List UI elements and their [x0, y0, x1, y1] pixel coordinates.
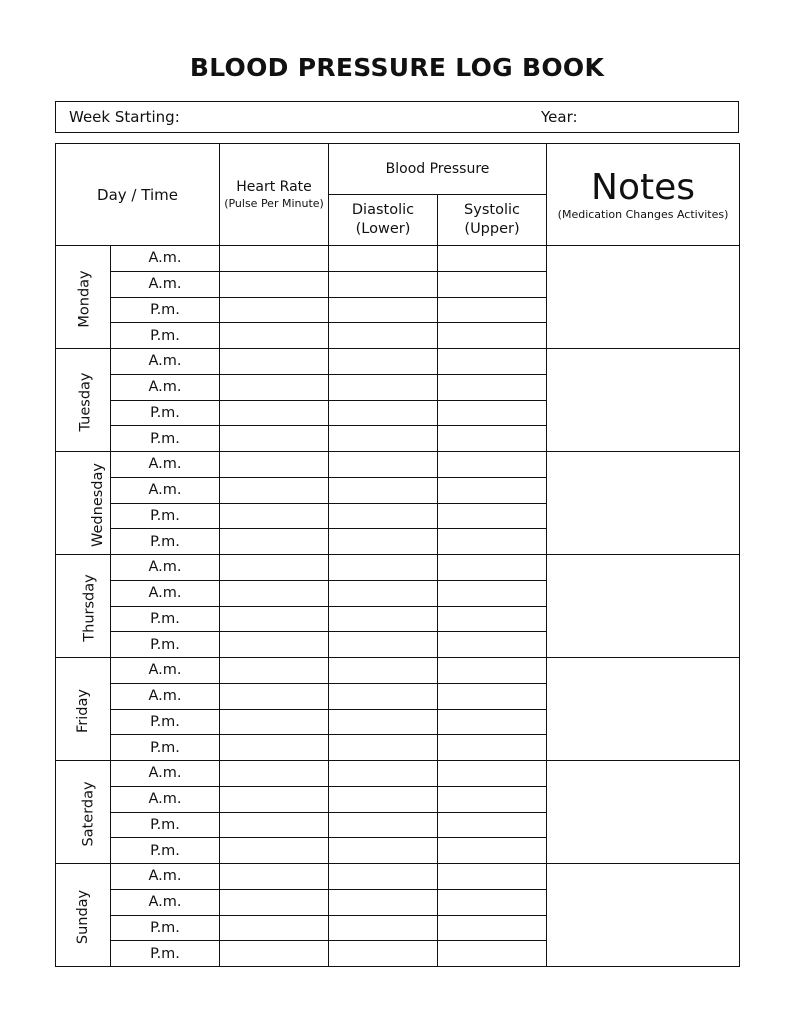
diastolic-cell[interactable]: [329, 246, 438, 272]
heart-rate-label: Heart Rate: [236, 179, 312, 195]
notes-sublabel: (Medication Changes Activites): [557, 207, 729, 221]
diastolic-cell[interactable]: [329, 941, 438, 967]
systolic-cell[interactable]: [438, 374, 547, 400]
day-label: Friday: [74, 688, 91, 733]
day-label: Monday: [76, 269, 93, 328]
heart-rate-cell[interactable]: [220, 658, 329, 684]
systolic-cell[interactable]: [438, 683, 547, 709]
time-label: A.m.: [111, 271, 220, 297]
diastolic-cell[interactable]: [329, 529, 438, 555]
year-label: Year:: [541, 108, 578, 126]
day-cell: [56, 452, 111, 555]
heart-rate-cell[interactable]: [220, 915, 329, 941]
time-label: P.m.: [111, 529, 220, 555]
week-starting-label: Week Starting:: [69, 108, 180, 126]
diastolic-cell[interactable]: [329, 709, 438, 735]
time-label: A.m.: [111, 452, 220, 478]
diastolic-cell[interactable]: [329, 915, 438, 941]
table-row: [56, 864, 740, 890]
systolic-cell[interactable]: [438, 709, 547, 735]
systolic-label: Systolic: [464, 202, 520, 218]
diastolic-header: [329, 195, 438, 246]
systolic-cell[interactable]: [438, 529, 547, 555]
table-row: [56, 246, 740, 272]
heart-rate-cell[interactable]: [220, 735, 329, 761]
notes-label: Notes: [591, 166, 695, 208]
time-label: P.m.: [111, 503, 220, 529]
diastolic-cell[interactable]: [329, 632, 438, 658]
heart-rate-cell[interactable]: [220, 297, 329, 323]
heart-rate-cell[interactable]: [220, 838, 329, 864]
diastolic-cell[interactable]: [329, 452, 438, 478]
heart-rate-cell[interactable]: [220, 709, 329, 735]
heart-rate-cell[interactable]: [220, 323, 329, 349]
systolic-cell[interactable]: [438, 915, 547, 941]
heart-rate-cell[interactable]: [220, 864, 329, 890]
systolic-sublabel: (Upper): [464, 221, 520, 237]
heart-rate-cell[interactable]: [220, 761, 329, 787]
day-label: Saterday: [80, 780, 97, 847]
time-label: P.m.: [111, 735, 220, 761]
heart-rate-cell[interactable]: [220, 374, 329, 400]
heart-rate-cell[interactable]: [220, 580, 329, 606]
heart-rate-cell[interactable]: [220, 555, 329, 581]
systolic-cell[interactable]: [438, 503, 547, 529]
time-label: P.m.: [111, 812, 220, 838]
heart-rate-cell[interactable]: [220, 812, 329, 838]
heart-rate-cell[interactable]: [220, 477, 329, 503]
time-label: P.m.: [111, 323, 220, 349]
systolic-cell[interactable]: [438, 555, 547, 581]
heart-rate-cell[interactable]: [220, 503, 329, 529]
diastolic-label: Diastolic: [351, 202, 415, 218]
time-label: A.m.: [111, 374, 220, 400]
heart-rate-cell[interactable]: [220, 941, 329, 967]
notes-cell[interactable]: [547, 864, 740, 967]
day-cell: [56, 349, 111, 452]
week-starting-bar[interactable]: [55, 101, 739, 133]
notes-cell[interactable]: [547, 246, 740, 349]
systolic-cell[interactable]: [438, 632, 547, 658]
systolic-cell[interactable]: [438, 838, 547, 864]
time-label: A.m.: [111, 683, 220, 709]
systolic-cell[interactable]: [438, 297, 547, 323]
heart-rate-cell[interactable]: [220, 889, 329, 915]
notes-cell[interactable]: [547, 452, 740, 555]
blood-pressure-header: Blood Pressure: [329, 144, 547, 195]
heart-rate-cell[interactable]: [220, 786, 329, 812]
diastolic-cell[interactable]: [329, 889, 438, 915]
diastolic-cell[interactable]: [329, 812, 438, 838]
log-table: [55, 143, 740, 967]
diastolic-cell[interactable]: [329, 503, 438, 529]
day-cell: [56, 246, 111, 349]
time-label: P.m.: [111, 838, 220, 864]
day-cell: [56, 555, 111, 658]
day-cell: [56, 864, 111, 967]
time-label: A.m.: [111, 658, 220, 684]
time-label: P.m.: [111, 941, 220, 967]
diastolic-cell[interactable]: [329, 400, 438, 426]
heart-rate-sublabel: (Pulse Per Minute): [224, 197, 324, 210]
diastolic-cell[interactable]: [329, 477, 438, 503]
diastolic-cell[interactable]: [329, 580, 438, 606]
systolic-cell[interactable]: [438, 323, 547, 349]
diastolic-cell[interactable]: [329, 349, 438, 375]
diastolic-sublabel: (Lower): [355, 221, 411, 237]
systolic-cell[interactable]: [438, 864, 547, 890]
table-row: [56, 761, 740, 787]
heart-rate-cell[interactable]: [220, 683, 329, 709]
table-row: [56, 555, 740, 581]
systolic-cell[interactable]: [438, 812, 547, 838]
day-label: Thursday: [81, 573, 98, 642]
diastolic-cell[interactable]: [329, 297, 438, 323]
time-label: A.m.: [111, 555, 220, 581]
time-label: P.m.: [111, 709, 220, 735]
diastolic-cell[interactable]: [329, 555, 438, 581]
table-row: [56, 658, 740, 684]
systolic-cell[interactable]: [438, 349, 547, 375]
time-label: A.m.: [111, 786, 220, 812]
day-label: Sunday: [75, 889, 92, 944]
systolic-cell[interactable]: [438, 889, 547, 915]
diastolic-cell[interactable]: [329, 658, 438, 684]
diastolic-cell[interactable]: [329, 374, 438, 400]
time-label: P.m.: [111, 426, 220, 452]
systolic-cell[interactable]: [438, 452, 547, 478]
heart-rate-cell[interactable]: [220, 349, 329, 375]
heart-rate-cell[interactable]: [220, 632, 329, 658]
systolic-cell[interactable]: [438, 246, 547, 272]
systolic-cell[interactable]: [438, 271, 547, 297]
systolic-header: [438, 195, 547, 246]
notes-cell[interactable]: [547, 658, 740, 761]
systolic-cell[interactable]: [438, 735, 547, 761]
systolic-cell[interactable]: [438, 477, 547, 503]
day-label: Wednesday: [89, 462, 106, 547]
time-label: P.m.: [111, 400, 220, 426]
day-cell: [56, 658, 111, 761]
heart-rate-cell[interactable]: [220, 426, 329, 452]
diastolic-cell[interactable]: [329, 838, 438, 864]
time-label: A.m.: [111, 349, 220, 375]
time-label: A.m.: [111, 761, 220, 787]
table-row: [56, 452, 740, 478]
time-label: P.m.: [111, 915, 220, 941]
diastolic-cell[interactable]: [329, 735, 438, 761]
time-label: A.m.: [111, 889, 220, 915]
systolic-cell[interactable]: [438, 400, 547, 426]
diastolic-cell[interactable]: [329, 323, 438, 349]
time-label: A.m.: [111, 477, 220, 503]
diastolic-cell[interactable]: [329, 606, 438, 632]
systolic-cell[interactable]: [438, 941, 547, 967]
heart-rate-cell[interactable]: [220, 529, 329, 555]
table-row: [56, 349, 740, 375]
systolic-cell[interactable]: [438, 786, 547, 812]
diastolic-cell[interactable]: [329, 426, 438, 452]
systolic-cell[interactable]: [438, 658, 547, 684]
notes-cell[interactable]: [547, 349, 740, 452]
page-title: BLOOD PRESSURE LOG BOOK: [189, 53, 605, 82]
heart-rate-cell[interactable]: [220, 452, 329, 478]
day-time-header: Day / Time: [56, 144, 220, 246]
time-label: A.m.: [111, 864, 220, 890]
diastolic-cell[interactable]: [329, 761, 438, 787]
systolic-cell[interactable]: [438, 606, 547, 632]
day-label: Tuesday: [77, 372, 94, 431]
diastolic-cell[interactable]: [329, 683, 438, 709]
diastolic-cell[interactable]: [329, 271, 438, 297]
time-label: P.m.: [111, 632, 220, 658]
day-cell: [56, 761, 111, 864]
systolic-cell[interactable]: [438, 580, 547, 606]
notes-cell[interactable]: [547, 761, 740, 864]
heart-rate-cell[interactable]: [220, 271, 329, 297]
heart-rate-header: [220, 144, 329, 246]
notes-header: [547, 144, 740, 246]
time-label: A.m.: [111, 580, 220, 606]
heart-rate-cell[interactable]: [220, 400, 329, 426]
systolic-cell[interactable]: [438, 761, 547, 787]
heart-rate-cell[interactable]: [220, 606, 329, 632]
heart-rate-cell[interactable]: [220, 246, 329, 272]
notes-cell[interactable]: [547, 555, 740, 658]
diastolic-cell[interactable]: [329, 786, 438, 812]
systolic-cell[interactable]: [438, 426, 547, 452]
time-label: P.m.: [111, 297, 220, 323]
diastolic-cell[interactable]: [329, 864, 438, 890]
time-label: A.m.: [111, 246, 220, 272]
time-label: P.m.: [111, 606, 220, 632]
log-body: [56, 246, 740, 967]
